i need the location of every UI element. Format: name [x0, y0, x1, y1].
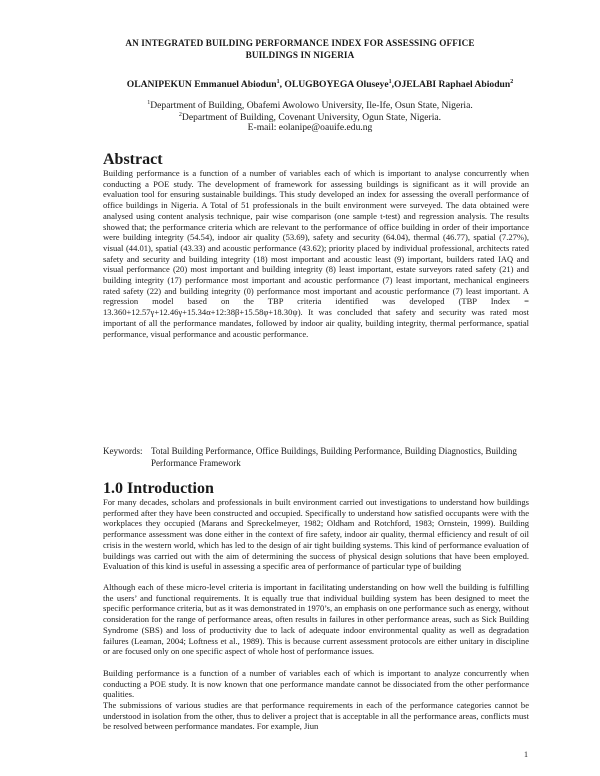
- keywords-label: Keywords:: [103, 446, 143, 456]
- abstract-text: Building performance is a function of a number of variables each of which is important to analyse concurrently when conducting a POE study. The development of framework for assessing buildings is significant as it will provide an evaluation tool for ensuring sustainable buildings. This study developed an index for assessing the overall performance of office buildings in Nigeria. A Total of 51 professionals in the built environment were surveyed. The data obtained were analysed using content analysis technique, pair wise comparison (one sample t-test) and regression analysis. The results showed that; the performance criteria which are relevant to the performance of office building in order of their importance were building integrity (54.54), indoor air quality (53.69), safety and security (64.04), thermal (46.77), spatial (7.27%), visual (44.01), spatial (43.33) and acoustic performance (43.62); priority placed by individual professional, architects rated safety and security and building integrity (18) most important and acoustic least (9) important, builders rated IAQ and visual performance (20) most important and building integrity (8) least important, estate surveyors rated safety (21) and building integrity (17) performance most important and acoustic performance (7) least important, mechanical engineers rated safety (22) and building integrity (0) performance most important and acoustic performance (7) least important. A regression model based on the TBP criteria identified was developed (TBP Index = 13.360+12.57γ+12.46γ+15.34α+12:38β+15.58φ+18.30ψ). It was concluded that safety and security was rated most important of all the performance mandates, followed by indoor air quality, building integrity, thermal performance, spatial performance, visual performance and acoustic performance.: [103, 168, 529, 339]
- author-2-affiliation-mark: 1: [388, 79, 392, 85]
- title-line-1: AN INTEGRATED BUILDING PERFORMANCE INDEX FOR ASSESSING OFFICE: [125, 38, 475, 48]
- author-3-affiliation-mark: 2: [510, 79, 514, 85]
- affiliation-2-text: Department of Building, Covenant University, Ogun State, Nigeria.: [181, 112, 442, 124]
- author-3: ,OJELABI Raphael Abiodun: [391, 79, 511, 91]
- introduction-heading: 1.0 Introduction: [103, 480, 214, 497]
- keywords-text: Total Building Performance, Office Buildings, Building Performance, Building Diagnostics, Building Performance Framework: [151, 446, 517, 468]
- title-line-2: BUILDINGS IN NIGERIA: [245, 50, 355, 60]
- introduction-paragraph-4: The submissions of various studies are that performance requirements in each of the performance categories cannot be understood in isolation from the other, thus to deliver a project that is acceptable in all the performance areas, conflicts must be resolved between performance mandates. For example, Jiun: [103, 700, 529, 732]
- introduction-paragraph-3: Building performance is a function of a number of variables each of which is important to analyze concurrently when conducting a POE study. It is now known that one performance mandate cannot be dissociated from the other performance qualities.: [103, 668, 529, 700]
- introduction-paragraph-1: For many decades, scholars and professionals in built environment carried out investigations to understand how buildings performed after they have been constructed and occupied. Specifically to understand how satisfied occupants were with the workplaces they occupied (Marans and Spreckelmeyer, 1982; Oldham and Rotchford, 1983; Ornstein, 1999). Building performance assessment was done either in the context of fire safety, indoor air quality, thermal efficiency and result of oil crisis in the western world, which has led to the design of air tight building systems. This kind of performance evaluation of buildings was carried out with the aim of determining the success of physical design solutions that have been employed. Evaluation of this kind is useful in assessing a specific area of performance of particular type of building: [103, 497, 529, 572]
- keywords-block: [103, 446, 533, 469]
- author-1: OLANIPEKUN Emmanuel Abiodun: [126, 79, 277, 91]
- affiliation-1-mark: 1: [147, 100, 151, 106]
- abstract-heading: Abstract: [103, 151, 163, 168]
- affiliation-2-mark: 2: [178, 112, 182, 118]
- affiliation-1-text: Department of Building, Obafemi Awolowo University, Ile-Ife, Osun State, Nigeria.: [150, 100, 473, 112]
- author-1-affiliation-mark: 1: [276, 79, 280, 85]
- author-list: [90, 76, 550, 91]
- paper-title: [100, 37, 500, 61]
- page-number: 1: [524, 750, 528, 759]
- author-email: E-mail: eolanipe@oauife.edu.ng: [247, 122, 373, 133]
- author-2: , OLUGBOYEGA Oluseye: [279, 79, 389, 91]
- introduction-paragraph-2: Although each of these micro-level criteria is important in facilitating understanding on how well the building is fulfilling the users’ and functional requirements. It is equally true that individual building system has been designed to meet the specific performance criteria, but as it was demonstrated in 1970’s, an emphasis on one performance such as energy, without consideration for the range of performance areas, often results in failures in other performance areas, such as Sick Building Syndrome (SBS) and loss of productivity due to lack of adequate indoor environmental quality as well as degradation failures (Leaman, 2004; Loftness et al., 1989). This is because current assessment protocols are either unitary in discipline or are focused only on one specific aspect of whole host of performance issues.: [103, 582, 529, 657]
